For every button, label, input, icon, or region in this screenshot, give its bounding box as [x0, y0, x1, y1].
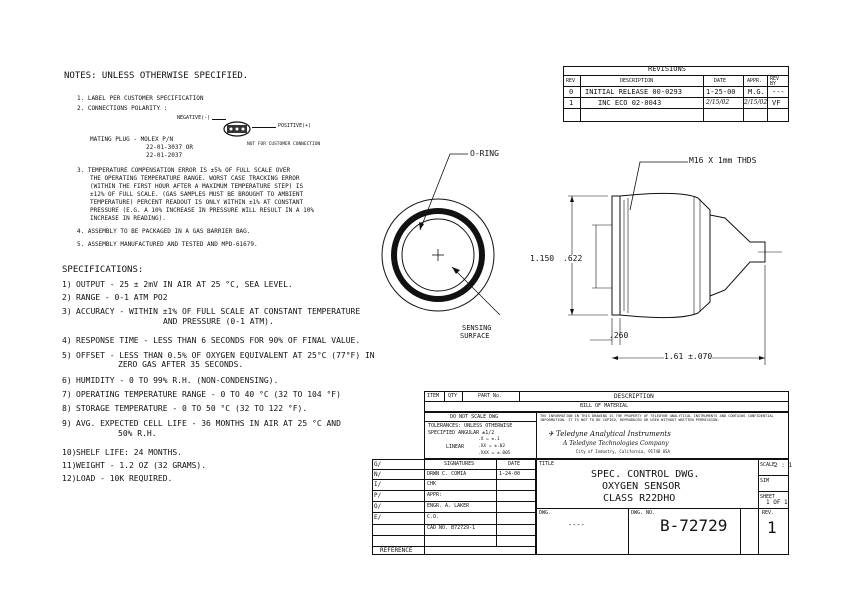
do-not-scale: DO NOT SCALE DWG [450, 414, 499, 420]
rev-header: DATE [714, 78, 727, 84]
note-4: 4. ASSEMBLY TO BE PACKAGED IN A GAS BARRIER BAG. [77, 228, 251, 235]
sig-col [496, 459, 497, 546]
rev-divider [563, 86, 789, 87]
bom-header: QTY [448, 393, 458, 399]
tol-divider [536, 412, 537, 459]
spec-text: RANGE - 0-1 ATM PO2 [76, 293, 168, 302]
o-ring-leader [410, 150, 480, 240]
rev-letter: G/ [374, 461, 382, 468]
spec-text: LOAD - 10K REQUIRED. [76, 474, 173, 483]
company-city: City of Industry, California, 91748 USA [576, 449, 670, 454]
tolerances-line-1: TOLERANCES: UNLESS OTHERWISE [428, 423, 513, 429]
positive-leader [252, 127, 276, 128]
bom-divider [424, 401, 789, 402]
dwg-label: DWG. [539, 510, 552, 516]
title-col [740, 508, 741, 555]
note-3-line: PRESSURE (E.G. A 10% INCREASE IN PRESSURE WILL RESULT IN A 10% [90, 207, 314, 214]
spec-number: 11) [62, 461, 77, 470]
negative-label: NEGATIVE(-) [177, 115, 211, 121]
sig-col [424, 459, 425, 555]
sensing-label: SENSING [462, 324, 492, 332]
reference-label: REFERENCE [380, 547, 413, 554]
title-label: TITLE [539, 461, 555, 467]
drwn-date: 1-24-00 [499, 471, 521, 477]
mating-plug-3: 22-01-2037 [146, 152, 183, 159]
rev-header: REV [566, 78, 576, 84]
dim-260: .260 [609, 331, 629, 340]
rev-letter: I/ [374, 481, 382, 488]
note-3-line: (WITHIN THE FIRST HOUR AFTER A MAXIMUM TEMPERATURE STEP) IS [90, 183, 304, 190]
title-line-2: OXYGEN SENSOR [602, 481, 681, 492]
bom-header: PART No. [478, 393, 503, 399]
company-name-text: Teledyne Analytical Instruments [556, 430, 671, 438]
dwg-dashes: ---- [568, 521, 585, 529]
spec-text: HUMIDITY - 0 TO 99% R.H. (NON-CONDENSING). [76, 376, 279, 385]
rev-cell: INITIAL RELEASE 00-0293 [585, 88, 682, 96]
revisions-title: REVISIONS [648, 65, 686, 73]
rev-letter: P/ [374, 492, 382, 499]
linear-xx: .XX = ±.02 [478, 444, 506, 449]
spec-text: WEIGHT - 1.2 OZ (32 GRAMS). [76, 461, 207, 470]
scale-label: SCALE [760, 462, 776, 468]
rev-number: 1 [767, 518, 777, 537]
surface-label: SURFACE [460, 332, 490, 340]
dwg-number: B-72729 [660, 516, 728, 535]
rev-col [580, 75, 581, 122]
spec-text: AND PRESSURE (0-1 ATM). [163, 317, 274, 326]
proprietary-notice: THE INFORMATION IN THIS DRAWING IS THE PROPERTY OF TELEDYNE ANALYTICAL INSTRUMENTS AND CONTAINS CONFIDENTIAL INFORMATION. IT IS NOT TO BE COPIED, REPRODUCED OR USED WITHOUT WRITTEN PERMISSION. [540, 414, 774, 423]
signatures-header: SIGNATURES [444, 461, 475, 467]
rev-cell: --- [772, 88, 785, 96]
title-line-1: SPEC. CONTROL DWG. [591, 469, 700, 480]
rev-cell: 0 [569, 88, 574, 96]
positive-label: POSITIVE(+) [278, 123, 312, 129]
co: C.O. [427, 514, 440, 520]
spec-number: 4) [62, 336, 72, 345]
bom-header: DESCRIPTION [614, 393, 654, 400]
spec-number: 9) [62, 419, 72, 428]
sig-row [372, 535, 536, 536]
spec-text: STORAGE TEMPERATURE - 0 TO 50 °C (32 TO 122 °F). [76, 404, 308, 413]
company-name [548, 431, 671, 438]
sig-row [372, 501, 536, 502]
drwn: DRWN C. COMIA [427, 471, 467, 477]
specifications-heading: SPECIFICATIONS: [62, 265, 144, 275]
note-1: 1. LABEL PER CUSTOMER SPECIFICATION [77, 95, 204, 102]
bom-header: ITEM [427, 393, 440, 399]
bom-title: BILL OF MATERIAL [580, 403, 629, 409]
thread-label: M16 X 1mm THDS [689, 156, 757, 165]
note-3-line: ±12% OF FULL SCALE. (GAS SAMPLES MUST BE BROUGHT TO AMBIENT [90, 191, 304, 198]
sig-row [372, 479, 536, 480]
o-ring-label: O-RING [470, 149, 499, 158]
bom-col [444, 391, 445, 401]
rev-col [767, 75, 768, 122]
date-header: DATE [508, 461, 521, 467]
rev-cell: VF [772, 99, 781, 107]
note-3-line: 3. TEMPERATURE COMPENSATION ERROR IS ±5% OF FULL SCALE OVER [77, 167, 291, 174]
title-line-3: CLASS R22DHO [603, 493, 676, 504]
spec-text: OFFSET - LESS THAN 0.5% OF OXYGEN EQUIVALENT AT 25°C (77°F) IN [76, 351, 375, 360]
title-col [628, 508, 629, 555]
rev-cell: 1 [569, 99, 574, 107]
engr: ENGR. A. LAKER [427, 503, 470, 509]
sig-row [372, 490, 536, 491]
rev-divider [563, 75, 789, 76]
rev-cell: 2/15/02 [706, 99, 730, 106]
spec-text: ZERO GAS AFTER 35 SECONDS. [118, 360, 244, 369]
sensing-surface-leader [450, 265, 510, 325]
title-row [536, 508, 789, 509]
title-row [758, 475, 789, 476]
note-5: 5. ASSEMBLY MANUFACTURED AND TESTED AND MPD-61679. [77, 241, 258, 248]
rev-cell: INC ECO 02-0043 [598, 99, 662, 107]
appr: APPR: [427, 492, 443, 498]
spec-text: OUTPUT - 25 ± 2mV IN AIR AT 25 °C, SEA LEVEL. [76, 280, 293, 289]
title-col [758, 459, 759, 555]
not-for-customer-label: NOT FOR CUSTOMER CONNECTION [247, 142, 321, 147]
title-row [758, 491, 789, 492]
note-3-line: TEMPERATURE) PERCENT READOUT IS ONLY WITHIN ±1% AT CONSTANT [90, 199, 304, 206]
chk: CHK [427, 481, 437, 487]
rev-letter: E/ [374, 514, 382, 521]
sheet-label: SHEET [760, 494, 776, 500]
bom-col [462, 391, 463, 401]
rev-header: REV BY [770, 76, 780, 87]
sig-row [372, 512, 536, 513]
dim-height: 1.150 [530, 254, 555, 263]
dim-length: 1.61 ±.070 [664, 352, 713, 361]
spec-number: 1) [62, 280, 72, 289]
note-2: 2. CONNECTIONS POLARITY : [77, 105, 168, 112]
spec-number: 7) [62, 390, 72, 399]
mating-plug-2: 22-01-3037 OR [146, 144, 193, 151]
rev-col [703, 75, 704, 122]
rev-divider [563, 97, 789, 98]
rev-label: REV. [762, 510, 775, 516]
tol-divider [424, 421, 536, 422]
bom-col [519, 391, 520, 401]
spec-number: 2) [62, 293, 72, 302]
rev-header: DESCRIPTION [620, 78, 654, 84]
dim-inner: .622 [563, 254, 583, 263]
notes-heading: NOTES: UNLESS OTHERWISE SPECIFIED. [64, 71, 249, 81]
rev-cell: 1-25-00 [706, 88, 736, 96]
company-sub: A Teledyne Technologies Company [563, 440, 669, 447]
spec-number: 10) [62, 448, 77, 457]
sig-row [372, 469, 536, 470]
spec-text: 50% R.H. [118, 429, 157, 438]
rev-header: APPR. [747, 78, 763, 84]
sim-label: SIM [760, 478, 770, 484]
rev-divider [563, 108, 789, 109]
spec-text: RESPONSE TIME - LESS THAN 6 SECONDS FOR 90% OF FINAL VALUE. [76, 336, 361, 345]
spec-text: ACCURACY - WITHIN ±1% OF FULL SCALE AT CONSTANT TEMPERATURE [76, 307, 361, 316]
spec-number: 6) [62, 376, 72, 385]
sheet-value: 1 OF 1 [766, 499, 788, 506]
spec-number: 5) [62, 351, 72, 360]
spec-number: 8) [62, 404, 72, 413]
linear-label: LINEAR [446, 444, 465, 450]
rev-cell: 2/15/02 [744, 99, 768, 106]
sensor-side-view [520, 150, 790, 370]
rev-letter: N/ [374, 471, 382, 478]
linear-xxx: .XXX = ±.005 [478, 451, 511, 456]
mating-plug-1: MATING PLUG - MOLEX P/N [90, 136, 174, 143]
tolerances-line-2: SPECIFIED ANGULAR ±1/2 [428, 430, 495, 436]
connector-icon [222, 118, 252, 140]
cad-no: CAD NO. B72729-1 [427, 525, 476, 531]
teledyne-logo-icon: ✈ [548, 430, 557, 438]
spec-text: AVG. EXPECTED CELL LIFE - 36 MONTHS IN AIR AT 25 °C AND [76, 419, 341, 428]
spec-number: 3) [62, 307, 72, 316]
note-3-line: THE OPERATING TEMPERATURE RANGE. WORST CASE TRACKING ERROR [90, 175, 300, 182]
rev-letter: O/ [374, 503, 382, 510]
spec-text: SHELF LIFE: 24 MONTHS. [76, 448, 182, 457]
scale-value: 2 : 1 [774, 462, 793, 469]
spec-number: 12) [62, 474, 77, 483]
linear-x: .X = ±.1 [478, 437, 500, 442]
note-3-line: INCREASE IN READING). [90, 215, 166, 222]
rev-cell: M.G. [748, 88, 765, 96]
spec-text: OPERATING TEMPERATURE RANGE - 0 TO 40 °C (32 TO 104 °F) [76, 390, 341, 399]
dwg-no-label: DWG. NO. [631, 510, 656, 516]
